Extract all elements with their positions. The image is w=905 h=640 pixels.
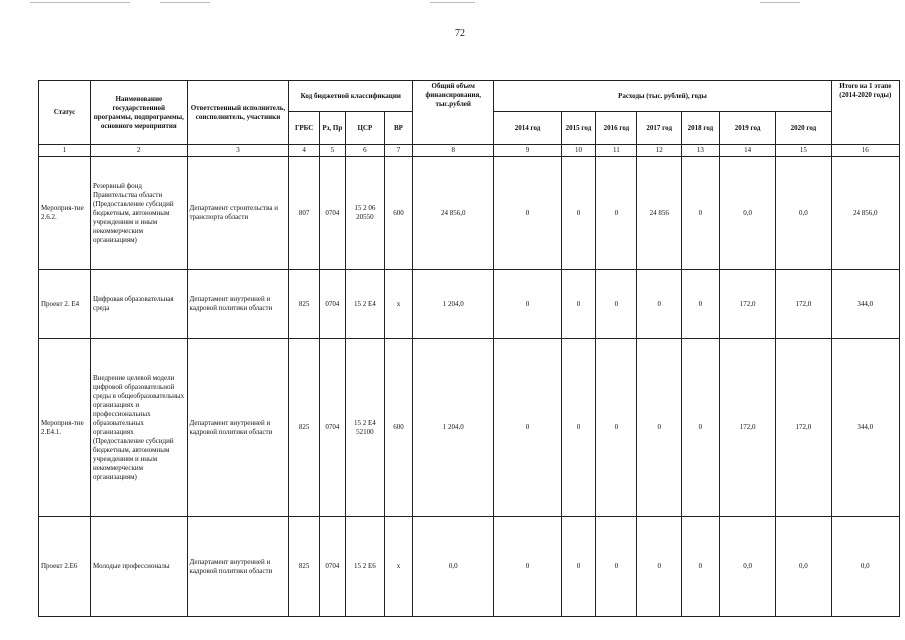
- row-vr: 600: [384, 339, 412, 517]
- row-year-value: 172,0: [776, 339, 831, 517]
- header-status: Статус: [39, 81, 91, 145]
- row-year-value: 0,0: [776, 517, 831, 617]
- header-year: 2017 год: [637, 112, 681, 145]
- header-year: 2020 год: [776, 112, 831, 145]
- row-status: Проект 2.Е6: [39, 517, 91, 617]
- row-grbs: 807: [289, 157, 319, 270]
- row-executor: Департамент внутренней и кадровой политики области: [187, 339, 289, 517]
- page-number: 72: [455, 28, 465, 39]
- row-grbs: 825: [289, 339, 319, 517]
- column-number: 4: [289, 145, 319, 157]
- row-csr: 15 2 Е4 52100: [345, 339, 384, 517]
- row-name: Резервный фонд Правительства области (Предоставление субсидий бюджетным, автономным учреждениям и иным некоммерческим организациям): [91, 157, 188, 270]
- header-grbs: ГРБС: [289, 112, 319, 145]
- row-csr: 15 2 06 20550: [345, 157, 384, 270]
- column-number: 1: [39, 145, 91, 157]
- row-executor: Департамент строительства и транспорта области: [187, 157, 289, 270]
- row-year-value: 0: [681, 339, 719, 517]
- row-name: Цифровая образовательная среда: [91, 270, 188, 339]
- row-csr: 15 2 Е4: [345, 270, 384, 339]
- row-name: Внедрение целевой модели цифровой образовательной среды в общеобразовательных организациях и профессиональных образовательных организациях (Предоставление субсидий бюджетным, автономным учреждениям и иным некоммерческим организациям): [91, 339, 188, 517]
- column-number: 14: [719, 145, 775, 157]
- row-total: 1 204,0: [413, 339, 494, 517]
- row-grbs: 825: [289, 517, 319, 617]
- row-status: Мероприя-тие 2.Е4.1.: [39, 339, 91, 517]
- column-number: 16: [831, 145, 899, 157]
- row-year-value: 0: [681, 270, 719, 339]
- header-vr: ВР: [384, 112, 412, 145]
- row-year-value: 0: [494, 517, 561, 617]
- header-program: Наименование государственной программы, подпрограммы, основного мероприятия: [91, 81, 188, 145]
- column-number: 5: [319, 145, 345, 157]
- scan-edge-line: [30, 2, 130, 3]
- row-total: 24 856,0: [413, 157, 494, 270]
- table-row: [39, 270, 900, 339]
- row-status: Проект 2. Е4: [39, 270, 91, 339]
- scan-edge-line: [760, 2, 800, 3]
- row-stage-total: 0,0: [831, 517, 899, 617]
- row-status: Мероприя-тие 2.6.2.: [39, 157, 91, 270]
- row-year-value: 0: [596, 517, 637, 617]
- column-number: 2: [91, 145, 188, 157]
- header-total-financing: Общий объем финансирования, тыс.рублей: [413, 81, 494, 145]
- row-year-value: 0: [596, 339, 637, 517]
- row-year-value: 172,0: [719, 270, 775, 339]
- row-executor: Департамент внутренней и кадровой политики области: [187, 270, 289, 339]
- row-total: 0,0: [413, 517, 494, 617]
- row-year-value: 0: [561, 270, 596, 339]
- scan-edge-line: [160, 2, 210, 3]
- column-number: 3: [187, 145, 289, 157]
- row-executor: Департамент внутренней и кадровой политики области: [187, 517, 289, 617]
- column-number: 9: [494, 145, 561, 157]
- column-number-row: [39, 145, 900, 157]
- row-year-value: 0: [681, 157, 719, 270]
- column-number: 7: [384, 145, 412, 157]
- header-year: 2014 год: [494, 112, 561, 145]
- column-number: 11: [596, 145, 637, 157]
- column-number: 13: [681, 145, 719, 157]
- row-year-value: 0: [494, 157, 561, 270]
- table-row: [39, 517, 900, 617]
- header-year: 2019 год: [719, 112, 775, 145]
- row-vr: 600: [384, 157, 412, 270]
- row-name: Молодые профессионалы: [91, 517, 188, 617]
- header-year: 2016 год: [596, 112, 637, 145]
- header-year: 2015 год: [561, 112, 596, 145]
- row-year-value: 0: [561, 339, 596, 517]
- column-number: 15: [776, 145, 831, 157]
- header-year: 2018 год: [681, 112, 719, 145]
- row-year-value: 0: [596, 270, 637, 339]
- row-year-value: 0: [637, 339, 681, 517]
- header-rzpr: Рз, Пр: [319, 112, 345, 145]
- row-year-value: 0: [494, 339, 561, 517]
- header-stage-total: Итого на 1 этапе (2014-2020 годы): [831, 81, 899, 145]
- row-year-value: 0,0: [719, 517, 775, 617]
- column-number: 10: [561, 145, 596, 157]
- row-year-value: 0,0: [776, 157, 831, 270]
- row-year-value: 172,0: [776, 270, 831, 339]
- row-stage-total: 344,0: [831, 270, 899, 339]
- row-vr: х: [384, 517, 412, 617]
- column-number: 12: [637, 145, 681, 157]
- row-year-value: 172,0: [719, 339, 775, 517]
- row-rzpr: 0704: [319, 270, 345, 339]
- budget-table: [38, 80, 900, 617]
- header-row-top: [39, 81, 900, 112]
- row-grbs: 825: [289, 270, 319, 339]
- header-budget-code: Код бюджетной классификации: [289, 81, 413, 112]
- row-year-value: 0: [637, 517, 681, 617]
- row-stage-total: 344,0: [831, 339, 899, 517]
- column-number: 6: [345, 145, 384, 157]
- row-year-value: 0,0: [719, 157, 775, 270]
- row-vr: х: [384, 270, 412, 339]
- scan-edge-line: [430, 2, 475, 3]
- header-executor: Ответственный исполнитель, соисполнитель, участники: [187, 81, 289, 145]
- table-row: [39, 157, 900, 270]
- row-rzpr: 0704: [319, 517, 345, 617]
- row-year-value: 0: [561, 157, 596, 270]
- row-year-value: 0: [561, 517, 596, 617]
- header-csr: ЦСР: [345, 112, 384, 145]
- header-expenses: Расходы (тыс. рублей), годы: [494, 81, 831, 112]
- row-csr: 15 2 Е6: [345, 517, 384, 617]
- table-row: [39, 339, 900, 517]
- row-rzpr: 0704: [319, 339, 345, 517]
- row-year-value: 0: [681, 517, 719, 617]
- column-number: 8: [413, 145, 494, 157]
- row-rzpr: 0704: [319, 157, 345, 270]
- row-year-value: 24 856: [637, 157, 681, 270]
- row-year-value: 0: [494, 270, 561, 339]
- row-total: 1 204,0: [413, 270, 494, 339]
- row-stage-total: 24 856,0: [831, 157, 899, 270]
- row-year-value: 0: [596, 157, 637, 270]
- row-year-value: 0: [637, 270, 681, 339]
